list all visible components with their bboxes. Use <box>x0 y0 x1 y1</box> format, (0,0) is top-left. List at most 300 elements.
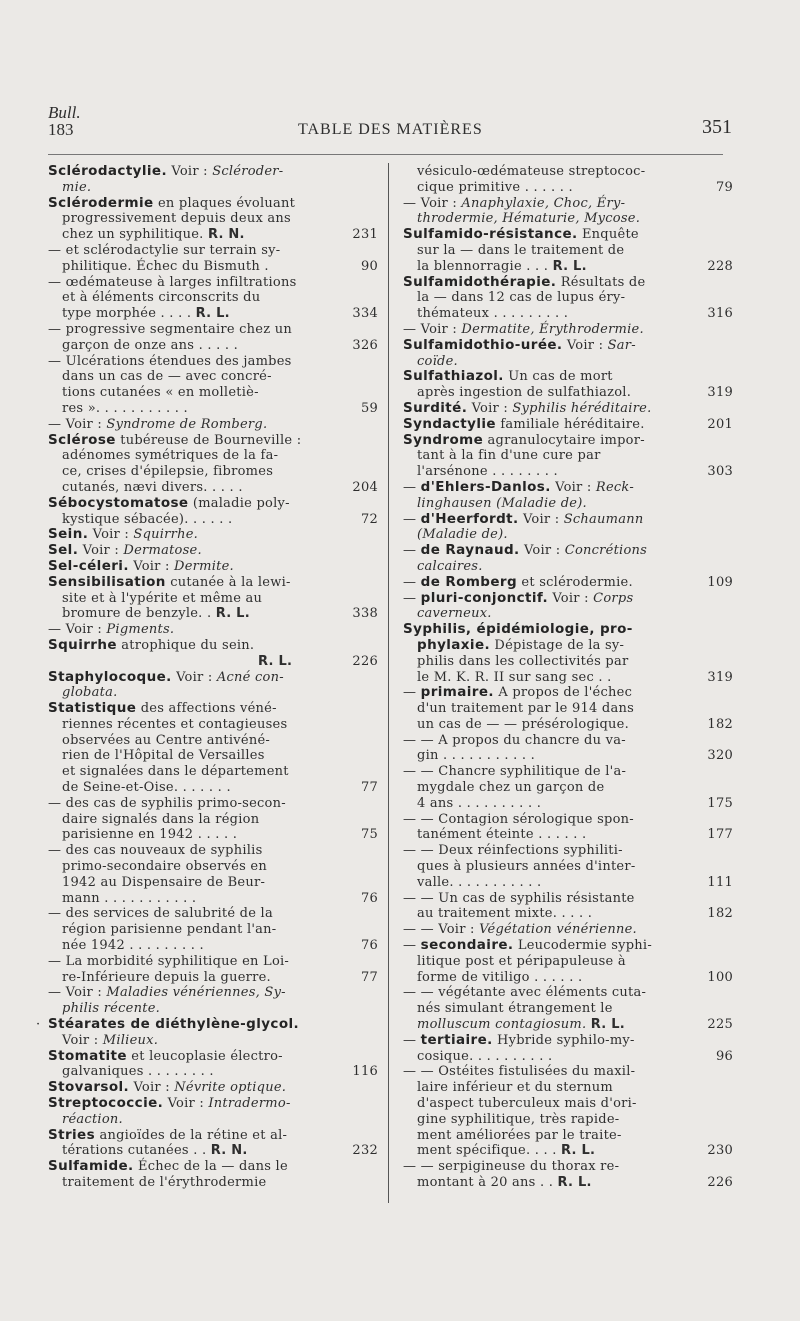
entry-text: et à éléments circonscrits du <box>62 290 261 306</box>
index-entry-line <box>403 827 733 843</box>
entry-text: forme de vitiligo . . . . . . <box>417 969 583 985</box>
index-entry-line <box>403 1001 733 1017</box>
entry-keyword: Statistique <box>48 700 137 717</box>
entry-text: — Voir : <box>48 622 107 638</box>
bulletin-number: 183 <box>48 120 74 139</box>
index-entry-line <box>403 843 733 859</box>
entry-reference: Milieux. <box>102 1032 159 1048</box>
page-ref: 319 <box>707 385 733 401</box>
index-entry-line <box>48 1049 378 1065</box>
index-entry-line <box>48 1064 378 1080</box>
index-entry-line <box>403 1143 733 1159</box>
page-ref: 226 <box>707 1175 733 1190</box>
entry-text: Voir : <box>163 1096 209 1112</box>
index-entry-line <box>48 970 378 986</box>
index-entry-line <box>48 1080 378 1096</box>
index-entry-line <box>48 1112 378 1128</box>
index-entry-line <box>48 701 378 717</box>
entry-reference: Syndrome de Romberg. <box>106 416 268 432</box>
entry-text: Résultats de <box>556 274 646 290</box>
index-entry-line <box>403 906 733 922</box>
index-entry-line <box>403 1017 733 1033</box>
entry-text: — — Contagion sérologique spon- <box>403 811 634 827</box>
index-entry-line <box>403 796 733 812</box>
entry-text: Voir : <box>128 558 175 574</box>
entry-text: l'arsénone . . . . . . . . <box>417 464 558 480</box>
index-entry-line <box>403 1064 733 1080</box>
entry-reference: Scléroder- <box>212 164 284 179</box>
page-title: TABLE DES MATIÈRES <box>298 121 483 138</box>
index-entry-line <box>48 1143 378 1159</box>
entry-text: Voir : <box>518 511 564 527</box>
page-ref: 226 <box>352 653 378 669</box>
index-entry-line <box>48 164 378 180</box>
subentry-keyword: de Raynaud. <box>420 542 520 559</box>
index-entry-line <box>48 622 378 638</box>
index-entry-line <box>403 480 733 496</box>
entry-text: tant à la fin d'une cure par <box>417 448 601 464</box>
entry-text: — — Deux réinfections syphiliti- <box>403 843 623 859</box>
page-ref: 231 <box>352 227 378 243</box>
entry-text: Voir : <box>88 527 134 543</box>
page-ref: 320 <box>707 748 733 764</box>
index-entry-line <box>403 875 733 891</box>
index-entry-line <box>403 701 733 717</box>
entry-keyword: Sulfathiazol. <box>403 368 504 385</box>
entry-text: — Voir : <box>48 416 107 432</box>
page-ref: 182 <box>707 716 733 732</box>
index-entry-line <box>48 954 378 970</box>
entry-text: A propos de l'échec <box>493 685 633 701</box>
subentry-keyword: tertiaire. <box>420 1031 493 1048</box>
index-entry-line <box>403 180 733 196</box>
page-ref: 59 <box>360 400 378 416</box>
entry-text: — <box>403 511 421 527</box>
entry-keyword: Stéarates de diéthylène-glycol. <box>48 1016 300 1033</box>
index-entry-line <box>48 448 378 464</box>
entry-reference: Dermatite, Érythrodermie. <box>461 321 644 337</box>
subentry-keyword: d'Ehlers-Danlos. <box>420 478 551 495</box>
index-entry-line <box>403 275 733 291</box>
index-entry-line <box>403 448 733 464</box>
entry-text: — <box>403 574 421 590</box>
page-ref: 109 <box>707 574 733 590</box>
index-entry-line <box>403 654 733 670</box>
index-entry-line <box>48 922 378 938</box>
index-entry-line <box>48 891 378 907</box>
index-entry-line <box>403 290 733 306</box>
index-entry-line <box>403 970 733 986</box>
entry-text: cique primitive . . . . . . <box>417 179 573 195</box>
index-entry-line <box>403 1080 733 1096</box>
index-entry-line <box>48 338 378 354</box>
entry-text: 4 ans . . . . . . . . . . <box>417 795 542 811</box>
entry-text: cosique. . . . . . . . . . <box>417 1048 553 1064</box>
entry-text: parisienne en 1942 . . . . . <box>62 827 238 843</box>
entry-reference: Dermatose. <box>123 543 202 559</box>
entry-text: angioïdes de la rétine et al- <box>95 1127 288 1143</box>
index-entry-line <box>48 796 378 812</box>
entry-text: riennes récentes et contagieuses <box>62 716 288 732</box>
entry-text: — — serpigineuse du thorax re- <box>403 1159 620 1175</box>
page-ref: 72 <box>360 511 378 527</box>
entry-author: R. N. <box>207 227 245 243</box>
entry-reference: mie. <box>62 179 92 195</box>
header-rule <box>48 154 723 155</box>
entry-text: daire signalés dans la région <box>62 811 260 827</box>
entry-keyword: Stomatite <box>48 1047 127 1064</box>
entry-text: progressivement depuis deux ans <box>62 211 291 227</box>
index-entry-line <box>403 780 733 796</box>
entry-text: montant à 20 ans . . <box>417 1175 558 1190</box>
index-entry-line <box>48 464 378 480</box>
index-entry-line <box>403 954 733 970</box>
entry-text: née 1942 . . . . . . . . . <box>62 938 204 954</box>
entry-reference: caverneux. <box>417 606 492 622</box>
entry-reference: throdermie, Hématurie, Mycose. <box>417 211 641 227</box>
entry-text: observées au Centre antivéné- <box>62 732 271 748</box>
entry-text: — — Un cas de syphilis résistante <box>403 890 635 906</box>
entry-text: bromure de benzyle. . <box>62 606 216 622</box>
index-entry-line <box>48 385 378 401</box>
entry-reference: Névrite optique. <box>174 1080 287 1096</box>
entry-text: atrophique du sein. <box>116 637 255 653</box>
entry-reference: calcaires. <box>417 558 483 574</box>
entry-author: R. L. <box>590 1017 625 1033</box>
page-ref: 225 <box>707 1017 733 1033</box>
entry-text: — — Ostéites fistulisées du maxil- <box>403 1064 636 1080</box>
entry-text: — <box>403 479 421 495</box>
entry-text: Voir : <box>467 400 513 416</box>
entry-reference: Végétation vénérienne. <box>479 922 637 938</box>
entry-text: — Voir : <box>403 321 462 337</box>
index-entry-line <box>48 670 378 686</box>
index-entry-line <box>403 606 733 622</box>
index-entry-line <box>403 1175 733 1191</box>
entry-keyword: Surdité. <box>403 399 468 416</box>
entry-text: 1942 au Dispensaire de Beur- <box>62 874 266 890</box>
index-entry-line <box>48 733 378 749</box>
entry-author: R. L. <box>215 606 250 622</box>
entry-text: — Ulcérations étendues des jambes <box>48 353 292 369</box>
entry-keyword: Sulfamido-résistance. <box>403 226 578 243</box>
entry-text: ment spécifique. . . . <box>417 1143 562 1159</box>
entry-text: cutanée à la lewi- <box>165 574 291 590</box>
entry-keyword: Staphylocoque. <box>48 668 172 685</box>
entry-keyword: Sclérodactylie. <box>48 163 168 179</box>
entry-keyword: Sclérodermie <box>48 194 154 211</box>
index-entry-line <box>403 591 733 607</box>
subentry-keyword: pluri-conjonctif. <box>420 589 548 606</box>
entry-text: — — Chancre syphilitique de l'a- <box>403 764 627 780</box>
entry-text: et leucoplasie électro- <box>126 1048 283 1064</box>
page-ref: 201 <box>707 416 733 432</box>
index-entry-line <box>48 859 378 875</box>
index-entry-line <box>403 638 733 654</box>
page-ref: 76 <box>360 938 378 954</box>
entry-text: Échec de la — dans le <box>133 1159 288 1175</box>
entry-text: tions cutanées « en molletiè- <box>62 385 259 401</box>
index-entry-line <box>403 369 733 385</box>
entry-text: — — A propos du chancre du va- <box>403 732 626 748</box>
entry-reference: Anaphylaxie, Choc, Éry- <box>461 195 626 211</box>
entry-text: Un cas de mort <box>503 369 613 385</box>
index-entry-line <box>48 512 378 528</box>
entry-text: (maladie poly- <box>188 495 290 511</box>
entry-author: R. L. <box>561 1143 596 1159</box>
entry-text: de Seine-et-Oise. . . . . . . <box>62 780 231 796</box>
page-ref: 316 <box>707 306 733 322</box>
page-ref: 230 <box>707 1143 733 1159</box>
index-entry-line <box>403 164 733 180</box>
index-entry-line <box>403 512 733 528</box>
index-entry-line <box>403 764 733 780</box>
entry-text: — des cas de syphilis primo-secon- <box>48 795 286 811</box>
page-ref: 334 <box>352 306 378 322</box>
entry-text: ques à plusieurs années d'inter- <box>417 859 636 875</box>
index-entry-line <box>48 290 378 306</box>
index-entry-line <box>48 1033 378 1049</box>
entry-text: agranulocytaire impor- <box>483 432 645 448</box>
index-entry-line <box>48 985 378 1001</box>
entry-text: Voir : <box>129 1080 175 1096</box>
index-entry-line <box>403 196 733 212</box>
entry-text: Voir : <box>547 590 594 606</box>
subentry-keyword: de Romberg <box>420 573 518 590</box>
entry-text: — œdémateuse à larges infiltrations <box>48 274 297 290</box>
index-entry-line <box>48 606 378 622</box>
entry-text: cutanés, nævi divers. . . . . <box>62 479 243 495</box>
page-ref: 111 <box>707 874 733 890</box>
entry-reference: globata. <box>62 685 118 701</box>
index-entry-line <box>48 496 378 512</box>
entry-reference: Acné con- <box>216 669 284 685</box>
entry-text: chez un syphilitique. <box>62 227 208 243</box>
index-entry-line <box>403 306 733 322</box>
entry-text: Voir : <box>62 1032 103 1048</box>
entry-text: — et sclérodactylie sur terrain sy- <box>48 242 281 258</box>
entry-text: d'un traitement par le 914 dans <box>417 701 635 717</box>
entry-reference: philis récente. <box>62 1001 161 1017</box>
entry-author: R. L. <box>552 258 587 274</box>
entry-text: Voir : <box>550 479 596 495</box>
entry-text: kystique sébacée). . . . . . <box>62 511 233 527</box>
index-entry-line <box>48 717 378 733</box>
entry-author: R. L. <box>557 1175 592 1190</box>
entry-text: adénomes symétriques de la fa- <box>62 448 279 464</box>
entry-author: R. L. <box>195 306 230 322</box>
entry-text: Voir : <box>519 543 565 559</box>
index-entry-line <box>403 859 733 875</box>
entry-text: — <box>403 543 421 559</box>
index-entry-line <box>403 211 733 227</box>
entry-text: Enquête <box>577 227 639 243</box>
page-ref: 96 <box>715 1048 733 1064</box>
entry-reference: réaction. <box>62 1111 123 1127</box>
page-ref: 232 <box>352 1143 378 1159</box>
page-ref: 77 <box>360 780 378 796</box>
entry-author: R. L. <box>258 653 293 669</box>
index-entry-line <box>48 306 378 322</box>
page-ref: 77 <box>360 969 378 985</box>
entry-text: mann . . . . . . . . . . . <box>62 890 197 906</box>
entry-text: le M. K. R. II sur sang sec . . <box>417 669 612 685</box>
index-entry-line <box>403 385 733 401</box>
entry-text: la — dans 12 cas de lupus éry- <box>417 290 626 306</box>
subentry-keyword: d'Heerfordt. <box>420 510 519 527</box>
entry-text: — Voir : <box>48 985 107 1001</box>
entry-text: galvaniques . . . . . . . . <box>62 1064 214 1080</box>
index-entry-line <box>403 922 733 938</box>
entry-keyword: Sulfamide. <box>48 1158 134 1175</box>
entry-text: valle. . . . . . . . . . . <box>417 874 542 890</box>
entry-text: thémateux . . . . . . . . . <box>417 306 569 322</box>
entry-reference: coïde. <box>417 353 458 369</box>
entry-text: région parisienne pendant l'an- <box>62 922 277 938</box>
page-number: 351 <box>702 116 732 138</box>
index-entry-line <box>36 1016 378 1033</box>
entry-text: primo-secondaire observés en <box>62 859 267 875</box>
entry-author: R. N. <box>210 1143 248 1159</box>
entry-text: ce, crises d'épilepsie, fibromes <box>62 464 274 480</box>
index-entry-line <box>48 322 378 338</box>
index-entry-line <box>403 259 733 275</box>
right-column <box>403 164 733 1191</box>
entry-text: tanément éteinte . . . . . . <box>417 827 587 843</box>
index-entry-line <box>403 322 733 338</box>
index-entry-line <box>403 417 733 433</box>
index-entry-line <box>403 243 733 259</box>
index-entry-line <box>48 906 378 922</box>
index-entry-line <box>48 654 378 670</box>
index-entry-line <box>48 227 378 243</box>
entry-text: d'aspect tuberculeux mais d'ori- <box>417 1096 637 1112</box>
entry-keyword: Syphilis, épidémiologie, pro- <box>403 621 633 638</box>
entry-reference: (Maladie de). <box>417 527 508 543</box>
entry-text: vésiculo-œdémateuse streptococ- <box>417 164 646 179</box>
index-entry-line <box>48 1001 378 1017</box>
entry-text: — La morbidité syphilitique en Loi- <box>48 953 290 969</box>
page-ref: 204 <box>352 479 378 495</box>
index-entry-line <box>403 401 733 417</box>
page-ref: 175 <box>707 795 733 811</box>
entry-keyword: Sclérose <box>48 431 116 448</box>
entry-keyword: Sulfamidothérapie. <box>403 273 557 290</box>
index-entry-line <box>403 891 733 907</box>
entry-reference: Reck- <box>595 479 634 495</box>
index-entry-line <box>48 196 378 212</box>
entry-reference: Squirrhe. <box>133 527 199 543</box>
entry-keyword: Stovarsol. <box>48 1079 130 1096</box>
entry-text: Leucodermie syphi- <box>513 938 652 954</box>
entry-text: tubéreuse de Bourneville : <box>115 432 302 448</box>
margin-mark: · <box>36 1017 41 1033</box>
entry-text: — des services de salubrité de la <box>48 906 273 922</box>
page-ref: 75 <box>360 827 378 843</box>
index-entry-line <box>48 638 378 654</box>
entry-reference: Dermite. <box>174 558 234 574</box>
entry-text: re-Inférieure depuis la guerre. <box>62 969 271 985</box>
page-ref: 338 <box>352 606 378 622</box>
entry-text: familiale héréditaire. <box>495 416 645 432</box>
index-entry-line <box>48 1128 378 1144</box>
index-entry-line <box>48 591 378 607</box>
entry-reference: molluscum contagiosum. <box>417 1017 587 1033</box>
entry-text: laire inférieur et du sternum <box>417 1080 613 1096</box>
entry-keyword: Sensibilisation <box>48 573 166 590</box>
entry-reference: Corps <box>593 590 634 606</box>
entry-reference: Schaumann <box>563 511 644 527</box>
index-entry-line <box>48 543 378 559</box>
subentry-keyword: primaire. <box>420 684 494 701</box>
index-entry-line <box>403 354 733 370</box>
entry-text: — des cas nouveaux de syphilis <box>48 843 263 859</box>
entry-keyword: Sel. <box>48 542 79 559</box>
entry-text: sur la — dans le traitement de <box>417 242 625 258</box>
entry-text: dans un cas de — avec concré- <box>62 369 272 385</box>
index-entry-line <box>48 401 378 417</box>
entry-text: Voir : <box>171 669 217 685</box>
index-entry-line <box>48 748 378 764</box>
index-entry-line <box>48 259 378 275</box>
entry-keyword: Sulfamidothio-urée. <box>403 336 563 353</box>
index-entry-line <box>48 780 378 796</box>
index-entry-line <box>48 480 378 496</box>
entry-text: philis dans les collectivités par <box>417 653 629 669</box>
index-entry-line <box>48 369 378 385</box>
entry-text: — <box>403 685 421 701</box>
page-ref: 228 <box>707 258 733 274</box>
index-entry-line <box>403 1096 733 1112</box>
index-entry-line <box>403 985 733 1001</box>
entry-keyword: Stries <box>48 1126 96 1143</box>
index-entry-line <box>48 1096 378 1112</box>
entry-text: et sclérodermie. <box>517 574 633 590</box>
entry-text: philitique. Échec du Bismuth . <box>62 258 269 274</box>
index-entry-line <box>403 717 733 733</box>
index-entry-line <box>403 1033 733 1049</box>
index-entry-line <box>48 354 378 370</box>
entry-text: la blennorragie . . . <box>417 258 553 274</box>
index-entry-line <box>48 575 378 591</box>
entry-text: Voir : <box>167 164 213 179</box>
entry-keyword: Syndactylie <box>403 415 496 432</box>
index-entry-line <box>403 938 733 954</box>
page-ref: 100 <box>707 969 733 985</box>
index-entry-line <box>48 764 378 780</box>
entry-text: gin . . . . . . . . . . . <box>417 748 536 764</box>
entry-text: mygdale chez un garçon de <box>417 780 605 796</box>
page-ref: 116 <box>352 1064 378 1080</box>
index-entry-line <box>48 559 378 575</box>
entry-text: en plaques évoluant <box>153 195 296 211</box>
index-entry-line <box>48 527 378 543</box>
index-entry-line <box>48 1159 378 1175</box>
index-entry-line <box>403 670 733 686</box>
index-entry-line <box>403 1159 733 1175</box>
index-entry-line <box>48 180 378 196</box>
index-entry-line <box>403 227 733 243</box>
index-entry-line <box>48 843 378 859</box>
index-entry-line <box>48 275 378 291</box>
entry-text: — — végétante avec éléments cuta- <box>403 985 647 1001</box>
entry-text: gine syphilitique, très rapide- <box>417 1111 620 1127</box>
index-entry-line <box>403 733 733 749</box>
entry-keyword: Squirrhe <box>48 636 117 653</box>
index-entry-line <box>403 575 733 591</box>
entry-reference: Maladies vénériennes, Sy- <box>106 985 286 1001</box>
page-ref: 319 <box>707 669 733 685</box>
